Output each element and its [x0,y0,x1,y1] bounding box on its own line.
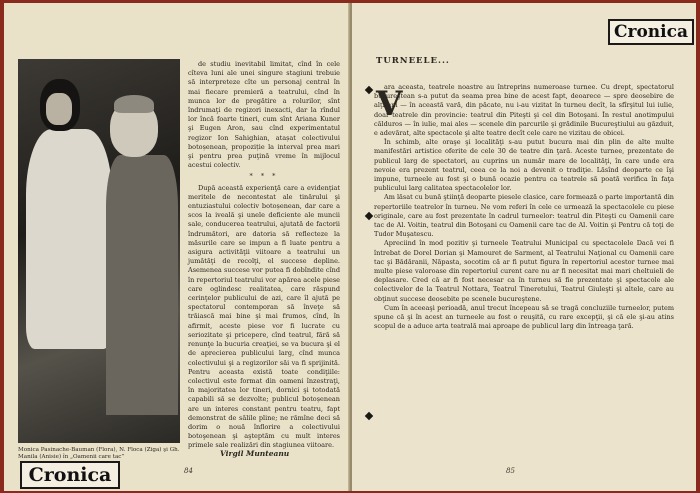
section-logo: Cronica [20,461,120,489]
drop-cap: V [376,84,403,124]
photo-figure-man-head [110,101,158,157]
article-paragraph: ara aceasta, teatrele noastre au întreprins numeroase turnee. Cu drept, spectatorul bucureştean s-a putut da seama prea bine de acest fapt, deoarece — spre deosebire de alţi ani — în această vară, din păcate, nu i-au vizitat în turneu decît, la sfîrşitul lui iulie, doar teatrele din provincie: teatrul din Piteşti şi cel din Botoşani. În restul anotimpului călduros — în iulie, mai ales — scenele din parcurile şi grădinile Bucureştiului au găzduit, e adevărat, alte spectacole şi alte teatre decît cele care ne vizitau de obicei. [374,83,674,138]
right-page [352,3,696,491]
right-article-column [374,83,674,331]
photo-figure-man [106,155,178,415]
article-paragraph: După această experienţă care a evidenţiat meritele de necontestat ale tinărului şi entuziastului colectiv botoșenean, dar care a scos la iveală şi unele deficiente ale muncii sale, conducerea teatrului, ajutată de factorii îndrumători, are datoria să reflecteze la măsurile care se impun a fi luate pentru a asigura activităţii viitoare a teatrului un jumătăţi de recolţi, el succese depline. Asemenea succese vor putea fi dobîndite cînd în repertoriul teatrului vor apărea acele piese care oglindesc realitatea, care răspund cerinţelor publicului de azi, care îl ajută pe spectatorul contemporan să înveţe să trăiască mai bine şi mai frumos, cînd, în afirmit, aceste piese vor fi lucrate cu seriozitate şi pricepere, cînd teatrul, fără să renunţe la bucuria creaţiei, se va bucura şi el de aprecierea publicului larg, cînd munca colectivului şi a regizorilor săi va fi sprijinită. Pentru aceasta există toate condiţiile: colectivul este format din oameni înzestraţi, în majoritatea lor tineri, dornici şi totodată capabili să se dezvolte; publicul botoșenean are un interes constant pentru teatru, fapt demonstrat de sălile pline; ne rămîne deci să dorim o nouă înflorire a colectivului botoşenean şi aşteptăm cu mult interes primele sale realizări din stagiunea viitoare. [188,183,340,450]
left-page [4,3,350,491]
article-paragraph: Am lăsat cu bună ştiinţă deoparte piesele clasice, care formează o parte importantă din repertoriile teatrelor în turneu. Ne vom referi în cele ce urmează la spectacolele cu piese originale, care au fost prezentate în cadrul turneelor: teatrul din Piteşti cu Oamenii care tac de Al. Voitin, teatrul din Botoşani cu Oamenii care tac de Al. Voitin şi Pentru că toţi de Tudor Muşatescu. [374,193,674,239]
photo-figure-woman [26,129,112,349]
photo-caption: Monica Pasinache-Bauman (Flora), N. Floca (Ziga) şi Gh. Manila (Anisie) în „Oamenii care tac” [18,447,180,461]
section-logo: Cronica [608,19,694,45]
left-article-column [188,60,340,451]
photo-figure-face [46,93,72,125]
author-signature: Virgil Munteanu [220,449,290,458]
binding-hole-icon [365,86,373,94]
production-photo [18,59,180,443]
binding-hole-icon [365,412,373,420]
magazine-spread [4,3,696,491]
binding-hole-icon [365,212,373,220]
article-paragraph: de studiu inevitabil limitat, cînd în cele cîteva luni ale unei singure stagiuni trebuie să interpreteze cîte un personaj central în mai fiecare premieră a teatrului, cînd în munca lor de pregătire a rolurilor, sînt îndrumaţi de regizori inexacti, dar la rîndul lor încă foarte tineri, cum sînt Ariana Kuner şi Eugen Aron, sau cînd experimentatul regizor Ion Sahighian, atașat colectivului botoșenean, propoziție la interval prea mari şi pentru prea puţină vreme în mijlocul acestui colectiv. [188,60,340,170]
article-paragraph: În schimb, alte oraşe şi localităţi s-au putut bucura mai din plin de alte multe manifestări artistice oferite de cele 30 de teatre din ţară. Aceste turnee, prezentate de publicul larg de spectatori, au cuprins un număr mare de localităţi, în care unde era nevoie era prezent teatrul, ceea ce la noi a devenit o tradiţie. Lăsînd deoparte ce îşi impune, turneele au fost şi o bună ocazie pentru ca teatrele să poată verifica în faţa publicului larg calitatea spectacolelor lor. [374,138,674,193]
article-paragraph: Apreciind în mod pozitiv şi turneele Teatrului Municipal cu spectacolele Dacă vei fi întrebat de Dorel Dorian şi Mamouret de Sarment, al Teatrului Naţional cu Oamenii care tac şi Bădăranii, Năpasta, socotim că ar fi putut figura în repertoriul acestor turnee mai multe piese valoroase din repertoriul curent care nu ar fi necesitat mai mari cheltuieli de deplasare. Cred că ar fi fost necesar ca în turneu să fie prezentate şi spectacole ale colectivelor de la Teatrul Nottara, Teatrul Tineretului, Teatrul Giuleşti şi altele, care au obţinut succese deosebite pe scenele bucureştene. [374,239,674,303]
article-title: TURNEELE... [376,56,450,66]
article-paragraph: Cum în aceeaşi perioadă, anul trecut începeau să se tragă concluziile turneelor, putem spune că şi în acest an turneele au fost o reuşită, cu rare excepţii, şi că ele şi-au atins scopul de a aduce arta teatrală mai aproape de publicul larg din întreaga ţară. [374,303,674,331]
page-number: 84 [184,467,193,475]
page-number: 85 [506,467,515,475]
section-separator: * * * [249,172,279,181]
